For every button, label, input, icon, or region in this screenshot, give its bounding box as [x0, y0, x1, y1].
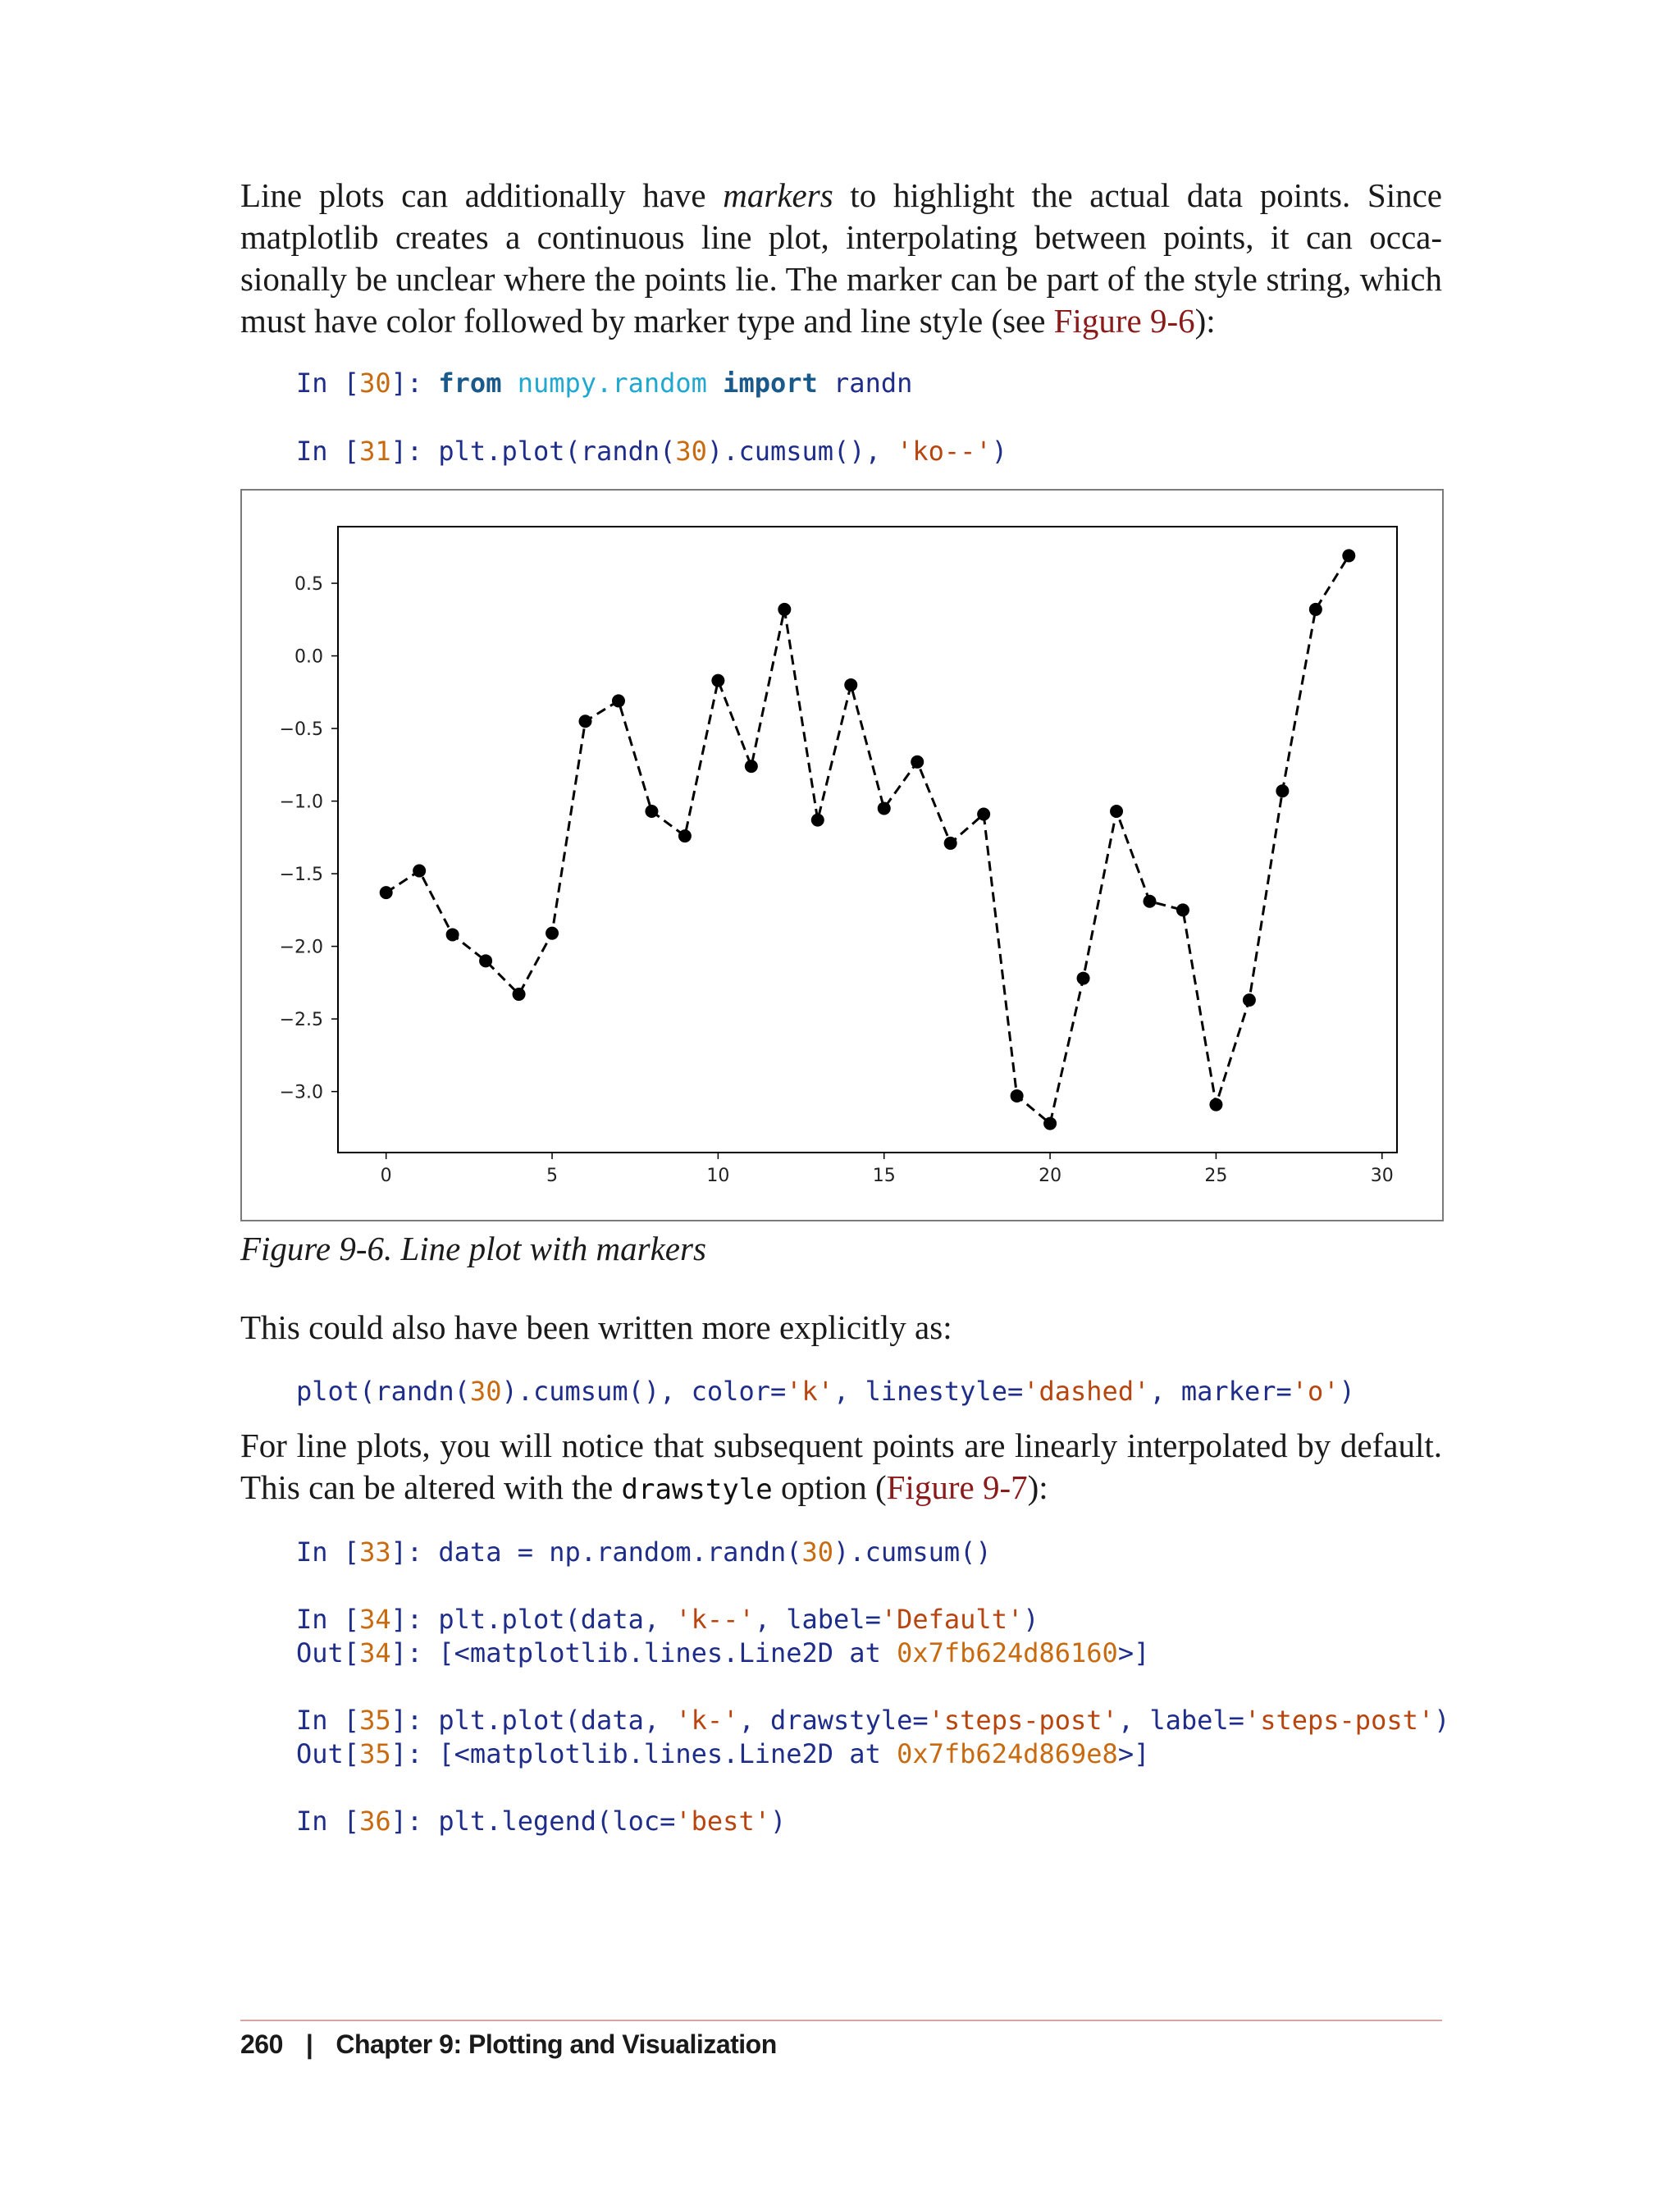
- code-string: 'dashed': [1023, 1376, 1150, 1407]
- y-tick-label: −2.0: [279, 937, 323, 958]
- code-string: 'best': [675, 1806, 770, 1837]
- data-point-marker: [811, 814, 824, 827]
- data-point-marker: [977, 808, 990, 821]
- code-string: 'Default': [880, 1604, 1024, 1635]
- figure-9-7-link[interactable]: Figure 9-7: [886, 1468, 1028, 1506]
- data-point-marker: [1209, 1098, 1222, 1112]
- code-string: 'steps-post': [1244, 1705, 1435, 1736]
- code-prompt-number: 34: [359, 1637, 391, 1669]
- code-block-in35: [296, 1704, 1449, 1737]
- chapter-title: Chapter 9: Plotting and Visualization: [336, 2029, 777, 2059]
- data-point-marker: [844, 678, 857, 692]
- code-keyword: from: [438, 368, 502, 399]
- data-point-marker: [446, 928, 459, 941]
- page-footer: [240, 2029, 777, 2060]
- code-prompt-number: 31: [359, 436, 391, 467]
- code-text: plt.plot(randn(: [438, 436, 676, 467]
- code-text: plt.legend(loc=: [438, 1806, 676, 1837]
- data-point-marker: [678, 829, 692, 842]
- code-string: 'k-': [675, 1705, 739, 1736]
- explicit-paragraph: This could also have been written more explicitly as:: [240, 1308, 952, 1346]
- code-text: , linestyle=: [833, 1376, 1024, 1407]
- data-point-marker: [413, 865, 426, 878]
- code-prompt-number: 36: [359, 1806, 391, 1837]
- code-text: , marker=: [1149, 1376, 1292, 1407]
- data-point-marker: [479, 954, 492, 967]
- code-block-in33: [296, 1536, 992, 1569]
- data-point-marker: [1309, 603, 1322, 616]
- data-point-marker: [546, 927, 559, 940]
- code-prompt-number: 30: [359, 368, 391, 399]
- page-number: 260: [240, 2029, 283, 2059]
- code-identifier: randn: [833, 368, 913, 399]
- code-text: ).cumsum(): [833, 1536, 992, 1568]
- code-number: 30: [469, 1376, 502, 1407]
- x-tick-label: 30: [1370, 1166, 1394, 1186]
- code-explicit-plot: [296, 1375, 1355, 1408]
- data-point-marker: [1342, 549, 1355, 562]
- x-tick-label: 10: [706, 1166, 730, 1186]
- code-prompt: Out[: [296, 1637, 360, 1669]
- code-block-out35: [296, 1737, 1149, 1771]
- data-point-marker: [1276, 784, 1289, 797]
- code-prompt: In [: [296, 1604, 360, 1635]
- code-block-in36: [296, 1805, 786, 1838]
- code-text: >]: [1117, 1637, 1150, 1669]
- data-point-marker: [1011, 1089, 1024, 1102]
- code-prompt: ]:: [390, 1738, 439, 1769]
- code-text: , label=: [754, 1604, 881, 1635]
- code-text: plt.plot(data,: [438, 1604, 676, 1635]
- data-point-marker: [513, 988, 526, 1001]
- x-tick-label: 25: [1204, 1166, 1228, 1186]
- code-prompt: In [: [296, 1536, 360, 1568]
- inline-code-drawstyle: drawstyle: [621, 1473, 773, 1506]
- plot-area-frame: [338, 527, 1397, 1153]
- code-prompt: ]:: [390, 1604, 439, 1635]
- y-tick-label: −3.0: [279, 1082, 323, 1103]
- code-text: [<matplotlib.lines.Line2D at: [438, 1637, 897, 1669]
- y-tick-label: −1.0: [279, 792, 323, 813]
- data-point-marker: [1077, 972, 1090, 985]
- code-text: data = np.random.randn(: [438, 1536, 802, 1568]
- data-point-marker: [579, 714, 592, 728]
- emphasis-markers: markers: [723, 176, 833, 214]
- data-point-marker: [1110, 805, 1123, 818]
- code-address: 0x7fb624d869e8: [897, 1738, 1118, 1769]
- code-text: plt.plot(data,: [438, 1705, 676, 1736]
- data-point-marker: [1176, 903, 1189, 916]
- data-point-marker: [911, 756, 924, 769]
- code-text: ): [769, 1806, 787, 1837]
- data-point-marker: [1043, 1117, 1057, 1130]
- code-block-in31: [296, 435, 1007, 468]
- data-point-marker: [1143, 895, 1156, 908]
- code-prompt: In [: [296, 368, 360, 399]
- code-prompt: ]:: [390, 1806, 439, 1837]
- code-number: 30: [801, 1536, 834, 1568]
- code-string: 'steps-post': [928, 1705, 1118, 1736]
- code-text: >]: [1117, 1738, 1150, 1769]
- code-prompt: ]:: [390, 368, 439, 399]
- data-point-marker: [944, 837, 957, 850]
- code-text: ): [1434, 1705, 1450, 1736]
- code-text: , drawstyle=: [738, 1705, 929, 1736]
- paragraph-text: For line plots, you will notice that subsequent points are linearly interpolated by default. This can be altered with the: [240, 1427, 1442, 1506]
- data-point-marker: [745, 760, 758, 773]
- code-text: ).cumsum(), color=: [501, 1376, 787, 1407]
- code-string: 'ko--': [897, 436, 992, 467]
- code-text: , label=: [1117, 1705, 1244, 1736]
- x-tick-label: 5: [546, 1166, 559, 1186]
- code-prompt-number: 35: [359, 1705, 391, 1736]
- code-prompt-number: 33: [359, 1536, 391, 1568]
- footer-divider: [240, 2020, 1442, 2021]
- data-point-marker: [878, 801, 891, 815]
- code-prompt: ]:: [390, 1705, 439, 1736]
- data-point-marker: [380, 886, 393, 899]
- x-tick-label: 20: [1039, 1166, 1062, 1186]
- code-prompt: In [: [296, 436, 360, 467]
- intro-paragraph: [240, 175, 1442, 342]
- paragraph-text: ):: [1194, 302, 1216, 340]
- code-prompt: In [: [296, 1705, 360, 1736]
- y-tick-label: −0.5: [279, 719, 323, 741]
- data-point-marker: [645, 805, 658, 818]
- code-prompt: In [: [296, 1806, 360, 1837]
- code-prompt: ]:: [390, 1536, 439, 1568]
- code-string: 'k': [786, 1376, 834, 1407]
- y-tick-label: 0.0: [294, 646, 323, 668]
- data-point-marker: [612, 694, 625, 707]
- code-block-out34: [296, 1637, 1149, 1670]
- code-text: ): [991, 436, 1007, 467]
- code-prompt: Out[: [296, 1738, 360, 1769]
- series-line: [386, 555, 1349, 1123]
- code-prompt-number: 35: [359, 1738, 391, 1769]
- line-plot-chart: [242, 491, 1442, 1220]
- figure-9-6: [240, 489, 1444, 1221]
- code-string: 'k--': [675, 1604, 755, 1635]
- y-tick-label: 0.5: [294, 574, 323, 596]
- code-prompt: ]:: [390, 436, 439, 467]
- footer-separator: |: [305, 2029, 313, 2059]
- code-text: ): [1339, 1376, 1355, 1407]
- x-tick-label: 0: [380, 1166, 392, 1186]
- code-block-in34: [296, 1603, 1039, 1637]
- code-text: plot(randn(: [296, 1376, 470, 1407]
- code-module: numpy.random: [517, 368, 707, 399]
- x-tick-label: 15: [872, 1166, 896, 1186]
- data-point-marker: [778, 603, 791, 616]
- data-point-marker: [1243, 993, 1256, 1007]
- y-tick-label: −2.5: [279, 1010, 323, 1031]
- figure-caption: Figure 9-6. Line plot with markers: [240, 1230, 706, 1267]
- figure-9-6-link[interactable]: Figure 9-6: [1053, 302, 1195, 340]
- code-address: 0x7fb624d86160: [897, 1637, 1118, 1669]
- code-text: ): [1023, 1604, 1039, 1635]
- code-keyword: import: [723, 368, 818, 399]
- code-text: [<matplotlib.lines.Line2D at: [438, 1738, 897, 1769]
- paragraph-text: Line plots can additionally have: [240, 176, 724, 214]
- drawstyle-paragraph: [240, 1425, 1442, 1511]
- code-number: 30: [675, 436, 707, 467]
- data-point-marker: [711, 674, 724, 687]
- code-string: 'o': [1291, 1376, 1340, 1407]
- code-prompt-number: 34: [359, 1604, 391, 1635]
- paragraph-text: option (: [772, 1468, 887, 1506]
- y-tick-label: −1.5: [279, 865, 323, 886]
- code-prompt: ]:: [390, 1637, 439, 1669]
- paragraph-text: to highlight the actual data points. Since matplotlib creates a continuous line plot, interpolating between points, it can occasionally be unclear where the points lie. The marker can be part of the style string, which must have color followed by marker type and line style (see: [240, 176, 1442, 340]
- code-block-in30: [296, 367, 912, 400]
- code-text: ).cumsum(),: [706, 436, 897, 467]
- paragraph-text: ):: [1027, 1468, 1048, 1506]
